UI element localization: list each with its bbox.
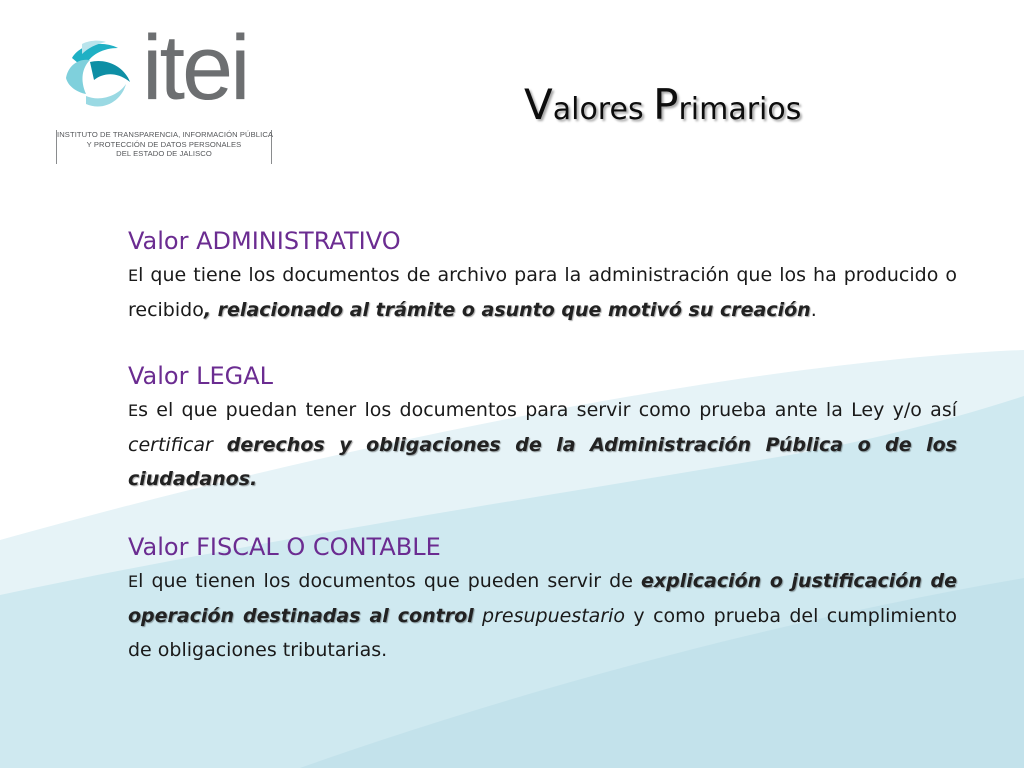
body-text: . bbox=[810, 299, 817, 321]
emphasis-text: derechos y obligaciones de la Administración Pública o de los ciudadanos. bbox=[128, 434, 957, 490]
logo-caption-line: Y PROTECCIÓN DE DATOS PERSONALES bbox=[86, 139, 242, 149]
title-initial: P bbox=[653, 80, 679, 129]
logo-wordmark: itei bbox=[142, 17, 248, 119]
logo-caption-line: DEL ESTADO DE JALISCO bbox=[116, 149, 212, 158]
initial-letter: E bbox=[128, 401, 139, 420]
title-initial: V bbox=[524, 80, 553, 129]
section-body bbox=[128, 393, 957, 496]
section-legal bbox=[128, 359, 957, 496]
initial-letter: E bbox=[128, 572, 139, 591]
section-heading: Valor FISCAL O CONTABLE bbox=[128, 533, 441, 561]
section-body bbox=[128, 258, 957, 327]
body-text bbox=[213, 434, 227, 456]
body-text: y como prueba del cumplimiento de obligaciones tributarias. bbox=[128, 605, 957, 661]
emphasis-text: explicación o justificación de operación destinadas al control bbox=[128, 570, 957, 627]
itei-logo bbox=[52, 17, 282, 172]
italic-text: presupuestario bbox=[482, 605, 626, 627]
title-text: alores bbox=[552, 92, 654, 127]
section-administrativo bbox=[128, 224, 957, 327]
body-text: s el que puedan tener los documentos para servir como prueba ante la Ley y/o así bbox=[138, 399, 957, 421]
initial-letter: E bbox=[128, 266, 139, 285]
body-text: l que tiene los documentos de archivo para la administración que los ha producido o recibido bbox=[128, 264, 957, 321]
content bbox=[128, 224, 957, 667]
title-text: rimarios bbox=[678, 92, 802, 127]
section-heading: Valor ADMINISTRATIVO bbox=[128, 227, 401, 255]
logo-caption-line: INSTITUTO DE TRANSPARENCIA, INFORMACIÓN PÚBLICA bbox=[57, 130, 274, 139]
body-text: l que tienen los documentos que pueden servir de bbox=[138, 570, 641, 592]
logo-caption bbox=[56, 130, 272, 164]
section-fiscal bbox=[128, 530, 957, 667]
body-text bbox=[474, 605, 482, 627]
logo-mark-icon bbox=[60, 38, 136, 114]
italic-text: certificar bbox=[128, 434, 213, 456]
section-body bbox=[128, 564, 957, 667]
emphasis-text: , relacionado al trámite o asunto que motivó su creación bbox=[203, 299, 811, 321]
section-heading: Valor LEGAL bbox=[128, 362, 274, 390]
page-title bbox=[524, 80, 801, 129]
